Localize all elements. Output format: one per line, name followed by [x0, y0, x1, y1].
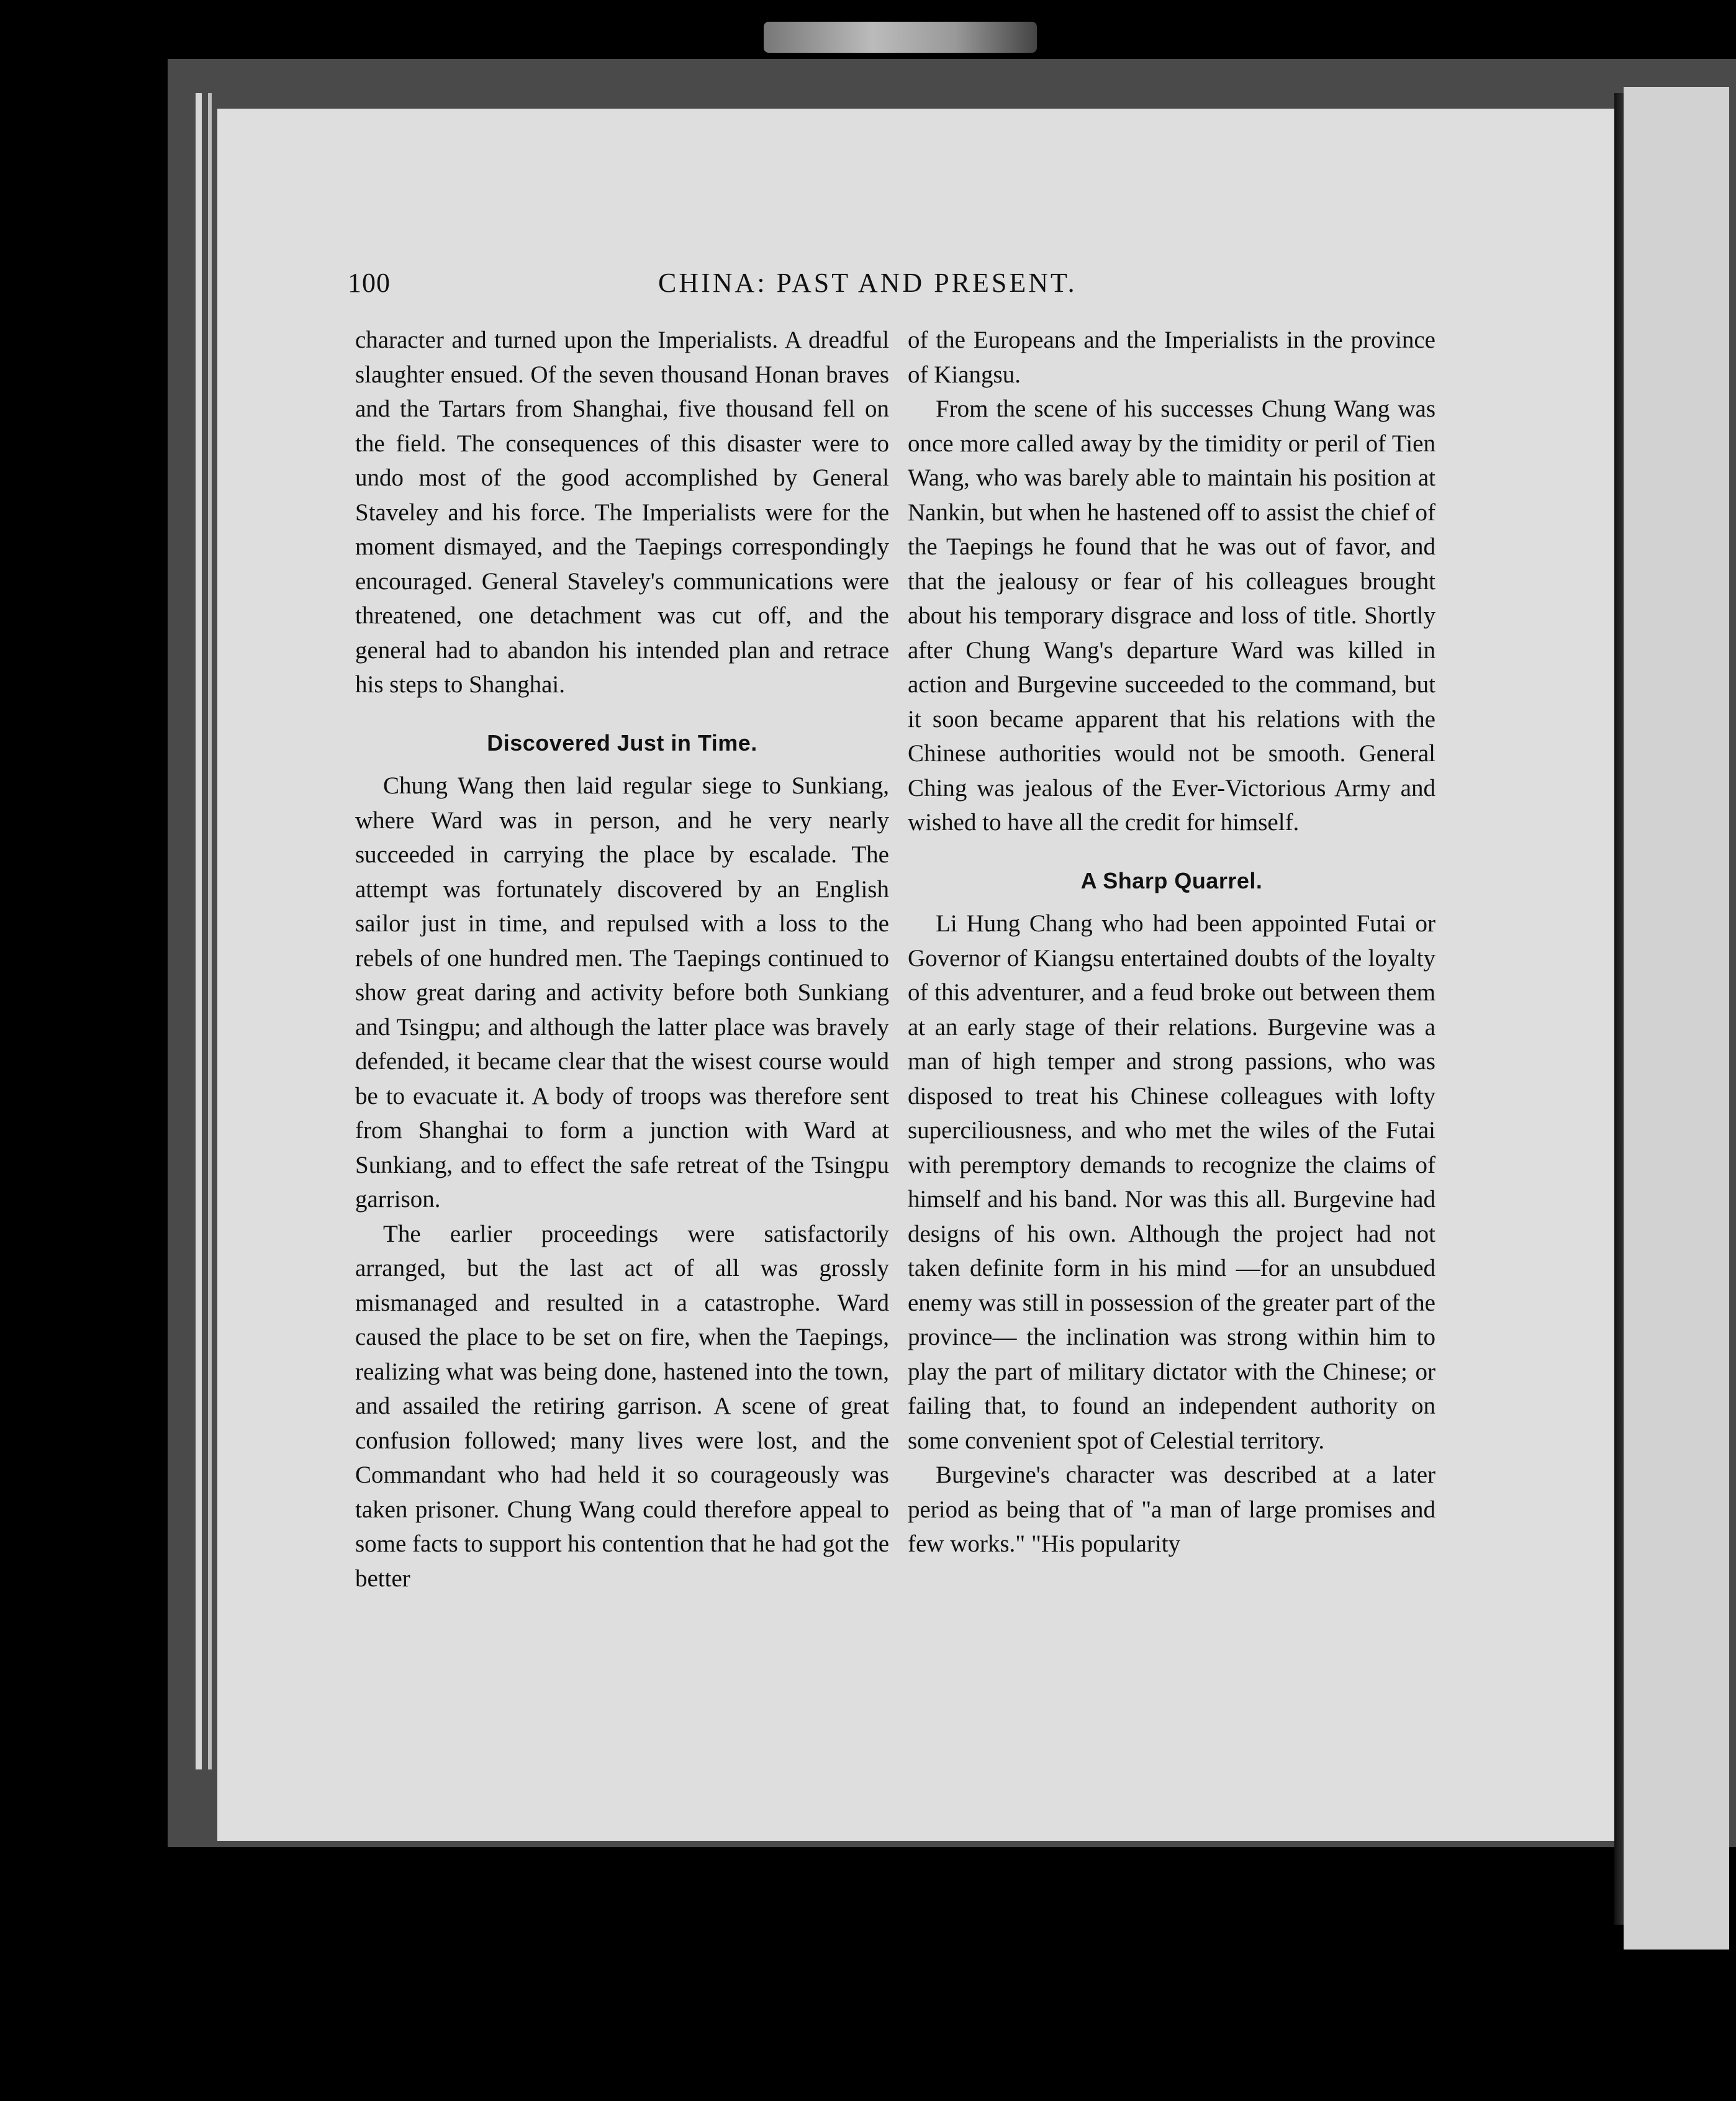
- paragraph: The earlier proceedings were satisfactorily arranged, but the last act of all was grossly mismanaged and resulted in a catastrophe. Ward caused the place to be set on fire, when the Taepings, realizing what was being done, hastened into the town, and assailed the retiring garrison. A scene of great confusion followed; many lives were lost, and the Commandant who had held it so courageously was taken prisoner. Chung Wang could therefore appeal to some facts to support his contention that he had got the better: [355, 1220, 889, 1592]
- torn-strip: [764, 22, 1037, 53]
- facing-page: [1624, 87, 1729, 1950]
- page-header: [348, 267, 1465, 310]
- paragraph: Li Hung Chang who had been appointed Futai or Governor of Kiangsu entertained doubts of the loyalty of this adventurer, and a feud broke out between them at an early stage of their relations. Burgevine was a man of high temper and strong passions, who was disposed to treat his Chinese colleagues with lofty superciliousness, and who met the wiles of the Futai with peremptory demands to recognize the claims of himself and his band. Nor was this all. Burgevine had designs of his own. Although the project had not taken definite form in his mind —for an unsubdued enemy was still in possession of the greater part of the province— the inclination was strong within him to play the part of military dictator with the Chinese; or failing that, to found an independent authority on some convenient spot of Celestial territory.: [908, 910, 1435, 1454]
- paragraph: From the scene of his successes Chung Wang was once more called away by the timidity or peril of Tien Wang, who was barely able to maintain his position at Nankin, but when he hastened off to assist the chief of the Taepings he found that he was out of favor, and that the jealousy or fear of his colleagues brought about his temporary disgrace and loss of title. Shortly after Chung Wang's departure Ward was killed in action and Burgevine succeeded to the command, but it soon became apparent that his relations with the Chinese authorities would not be smooth. General Ching was jealous of the Ever-Victorious Army and wished to have all the credit for himself.: [908, 395, 1435, 836]
- page-edge: [196, 93, 202, 1769]
- section-heading: Discovered Just in Time.: [487, 730, 757, 756]
- paragraph: of the Europeans and the Imperialists in the province of Kiangsu.: [908, 327, 1435, 388]
- paragraph: character and turned upon the Imperialists. A dreadful slaughter ensued. Of the seven thousand Honan braves and the Tartars from Shanghai, five thousand fell on the field. The consequences of this disaster were to undo most of the good accomplished by General Staveley and his force. The Imperialists were for the moment dismayed, and the Taepings correspondingly encouraged. General Staveley's communications were threatened, one detachment was cut off, and the general had to abandon his intended plan and retrace his steps to Shanghai.: [355, 327, 889, 698]
- paragraph: Burgevine's character was described at a later period as being that of "a man of large promises and few works." "His popularity: [908, 1462, 1435, 1557]
- running-title: CHINA: PAST AND PRESENT.: [658, 268, 1077, 298]
- page-edge: [208, 93, 212, 1769]
- left-column: [355, 323, 889, 1596]
- paragraph: Chung Wang then laid regular siege to Sunkiang, where Ward was in person, and he very nearly succeeded in carrying the place by escalade. The attempt was fortunately discovered by an English sailor just in time, and repulsed with a loss to the rebels of one hundred men. The Taepings continued to show great daring and activity before both Sunkiang and Tsingpu; and although the latter place was bravely defended, it became clear that the wisest course would be to evacuate it. A body of troops was therefore sent from Shanghai to form a junction with Ward at Sunkiang, and to effect the safe retreat of the Tsingpu garrison.: [355, 772, 889, 1213]
- section-heading: A Sharp Quarrel.: [1080, 867, 1263, 893]
- right-column: [908, 323, 1435, 1561]
- page-number: 100: [348, 268, 391, 298]
